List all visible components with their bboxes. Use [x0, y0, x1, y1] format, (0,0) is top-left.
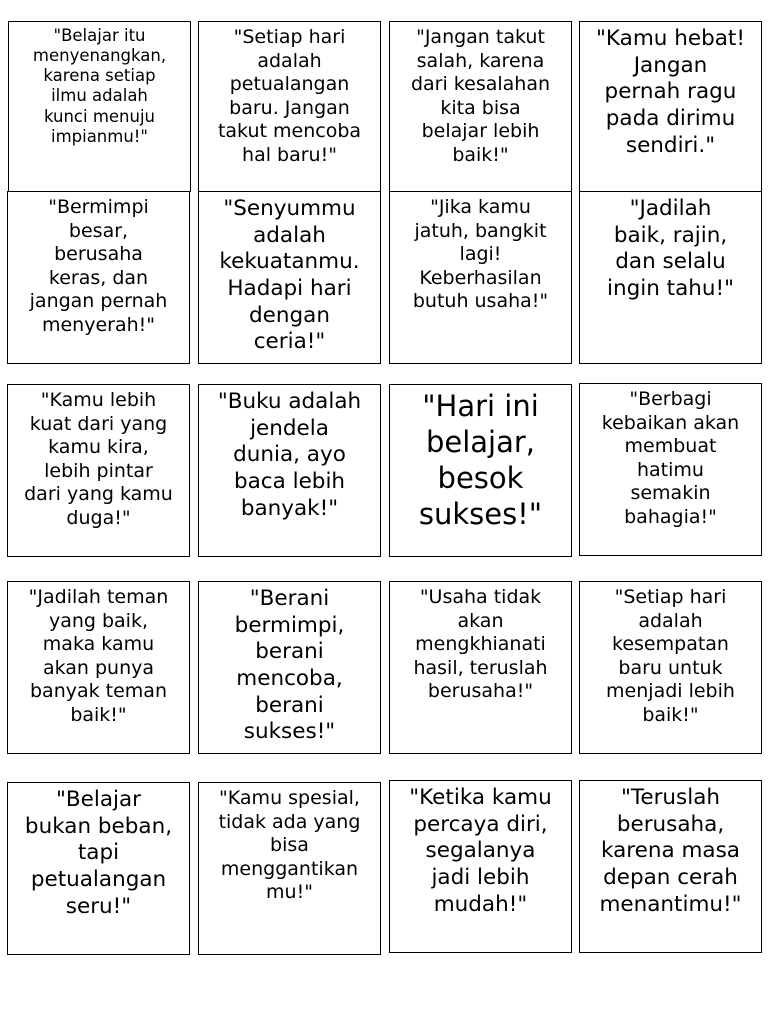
quote-text-15: "Usaha tidak akan mengkhianati hasil, teruslah berusaha!"	[413, 586, 548, 703]
quote-text-4: "Kamu hebat! Jangan pernah ragu pada dirimu sendiri."	[596, 26, 745, 158]
quote-text-3: "Jangan takut salah, karena dari kesalahan kita bisa belajar lebih baik!"	[410, 26, 551, 166]
quote-card-6	[198, 191, 381, 364]
quote-text-19: "Ketika kamu percaya diri, segalanya jadi lebih mudah!"	[409, 785, 552, 917]
quote-text-8: "Jadilah baik, rajin, dan selalu ingin tahu!"	[606, 196, 735, 301]
quote-card-10	[198, 384, 381, 557]
quote-card-16	[579, 581, 762, 754]
quote-card-3	[389, 21, 572, 192]
quote-card-11	[389, 384, 572, 557]
quote-text-10: "Buku adalah jendela dunia, ayo baca lebih banyak!"	[217, 389, 362, 521]
quote-card-1	[8, 21, 191, 192]
quote-text-13: "Jadilah teman yang baik, maka kamu akan punya banyak teman baik!"	[28, 586, 169, 726]
quote-text-16: "Setiap hari adalah kesempatan baru untuk menjadi lebih baik!"	[606, 586, 735, 726]
quote-card-2	[198, 21, 381, 192]
quote-text-11: "Hari ini belajar, besok sukses!"	[418, 389, 543, 531]
quote-text-9: "Kamu lebih kuat dari yang kamu kira, lebih pintar dari yang kamu duga!"	[24, 389, 173, 529]
quote-text-17: "Belajar bukan beban, tapi petualangan seru!"	[24, 787, 173, 919]
quote-text-12: "Berbagi kebaikan akan membuat hatimu semakin bahagia!"	[601, 388, 740, 528]
quote-text-5: "Bermimpi besar, berusaha keras, dan jangan pernah menyerah!"	[29, 196, 168, 336]
quote-card-18	[198, 782, 381, 955]
quote-card-14	[198, 581, 381, 754]
quote-card-8	[579, 191, 762, 364]
quote-card-17	[7, 782, 190, 955]
quote-card-19	[389, 780, 572, 953]
quote-text-2: "Setiap hari adalah petualangan baru. Jangan takut mencoba hal baru!"	[217, 26, 362, 166]
quote-card-5	[7, 191, 190, 364]
quote-card-15	[389, 581, 572, 754]
quote-text-7: "Jika kamu jatuh, bangkit lagi! Keberhasilan butuh usaha!"	[412, 196, 549, 313]
quote-card-12	[579, 383, 762, 556]
quote-card-7	[389, 191, 572, 364]
quote-card-13	[7, 581, 190, 754]
quote-text-20: "Teruslah berusaha, karena masa depan cerah menantimu!"	[599, 785, 742, 917]
quote-card-4	[579, 21, 762, 192]
quote-text-18: "Kamu spesial, tidak ada yang bisa menggantikan mu!"	[218, 787, 361, 904]
quote-text-6: "Senyummu adalah kekuatanmu. Hadapi hari dengan ceria!"	[219, 196, 360, 355]
quote-card-9	[7, 384, 190, 557]
quote-text-14: "Berani bermimpi, berani mencoba, berani sukses!"	[234, 586, 345, 745]
quote-text-1: "Belajar itu menyenangkan, karena setiap ilmu adalah kunci menuju impianmu!"	[32, 26, 167, 146]
quote-card-20	[579, 780, 762, 953]
